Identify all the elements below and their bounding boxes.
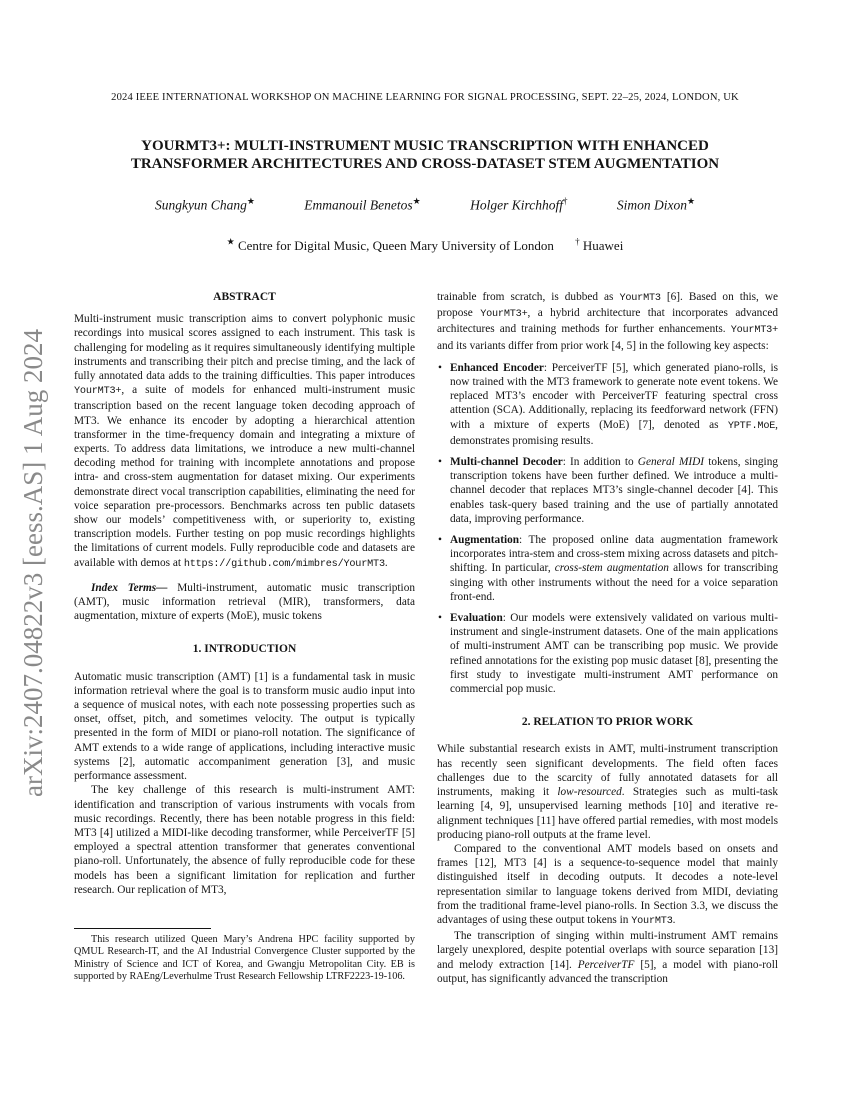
abstract-heading: ABSTRACT [213, 291, 276, 303]
right-column [437, 290, 778, 986]
bullet-head: Enhanced Encoder [450, 361, 544, 374]
text-run: Compared to the conventional AMT models based on onsets and frames [12], MT3 [4] is a sequence-to-sequence model that mainly distinguished itself in decoding outputs. It decodes a note-level representation similar to language tokens derived from MIDI, deviating from the traditional frame-level piano-rolls. In Section 3.3, we discuss the advantages of using these output tokens in [437, 842, 778, 926]
emphasis-cross-stem: cross-stem augmentation [554, 562, 669, 575]
inline-code-yourmt3plus: YourMT3+ [730, 325, 778, 337]
text-run: trainable from scratch, is dubbed as [437, 291, 620, 303]
author-name: Emmanouil Benetos [304, 197, 413, 213]
author-sungkyun-chang [155, 196, 255, 214]
inline-code-yourmt3: YourMT3 [619, 293, 661, 304]
section-2-heading: 2. RELATION TO PRIOR WORK [521, 716, 694, 729]
left-column [74, 290, 415, 897]
prior-work-paragraph-1 [437, 742, 778, 841]
intro-paragraph-1: Automatic music transcription (AMT) [1] is a fundamental task in music information retrieval where the goal is to transform music audio input into a sequence of musical notes, with each note possessing properties such as onset, offset, pitch, and sometimes velocity. The output is typically presented in the form of MIDI or piano-roll notation. The significance of AMT extends to a wide range of applications, including interactive music systems [2], automatic accompaniment generation [3], and music performance assessment. [74, 670, 415, 783]
text-run: While substantial research exists in AMT, multi-instrument transcription has recently seen significant developments. The field often faces challenges due to the scarcity of fully annotated datasets for all instruments, making it [437, 743, 778, 799]
bullet-head: Augmentation [450, 534, 520, 547]
bullet-augmentation [437, 533, 778, 604]
author-list [0, 196, 850, 214]
title-line-2: TRANSFORMER ARCHITECTURES AND CROSS-DATASET STEM AUGMENTATION [130, 155, 720, 172]
footnote [74, 928, 415, 983]
author-simon-dixon [617, 196, 695, 214]
text-run: [6]. Based on this, we propose [437, 291, 779, 320]
text-run: tokens, singing transcription tokens have been further defined. We introduce a multi-channel decoder that replaces MT3’s single-channel decoder [4]. This enables task-query based training and the use of partially annotated data, improving performance. [450, 456, 778, 525]
author-holger-kirchhoff [470, 196, 567, 214]
arxiv-watermark: arXiv:2407.04822v3 [eess.AS] 1 Aug 2024 [18, 329, 48, 797]
affiliation-marker: † [575, 237, 580, 247]
affiliation-text: Centre for Digital Music, Queen Mary University of London [237, 238, 554, 254]
text-run: , a suite of models for enhanced multi-instrument music transcription based on the recent language token decoding approach of MT3. We enhance its encoder by adopting a hierarchical attention transformer in the time-frequency domain and integrating a mixture of experts. To address data limitations, we introduce a new multi-channel decoding method for training with incomplete annotations and propose intra- and cross-stem augmentation for dataset mixing. Our experiments demonstrate direct vocal transcription capabilities, eliminating the need for voice separation pre-processors. Benchmarks across ten public datasets show our models’ competitiveness with, or superiority to, existing transcription models. Further testing on pop music recordings highlights the limitations of current models. Fully reproducible code and datasets are available with demos at [74, 384, 415, 569]
inline-code-yourmt3plus: YourMT3+ [480, 309, 528, 321]
text-run: The transcription of singing within multi-instrument AMT remains largely unexplored, despite potential overlaps with source separation [13] and melody extraction [14]. [437, 930, 778, 971]
author-emmanouil-benetos [304, 196, 420, 214]
emphasis-perceivertf: PerceiverTF [577, 958, 635, 971]
author-name: Holger Kirchhoff [470, 197, 563, 213]
footnote-text: This research utilized Queen Mary’s Andrena HPC facility supported by QMUL Research-IT, and the AI Industrial Convergence Cluster supported by the Ministry of Science and ICT of Korea, and Gwangju Metropolitan City. EB is supported by RAEng/Leverhulme Trust Research Fellowship LTRF2223-19-106. [74, 934, 415, 982]
paper-title [95, 138, 755, 173]
title-line-1: YOURMT3+: MULTI-INSTRUMENT MUSIC TRANSCRIPTION WITH ENHANCED [141, 138, 709, 154]
author-affiliation-marker: † [562, 196, 568, 206]
index-terms-label: Index Terms— [91, 581, 168, 594]
author-affiliation-marker: ★ [246, 196, 255, 206]
bullet-enhanced-encoder [437, 361, 778, 448]
inline-code-yourmt3plus: YourMT3+ [74, 386, 122, 398]
prior-work-paragraph-3 [437, 929, 778, 986]
text-run: [5], a model with piano-roll output, has significantly advanced the transcription [437, 958, 778, 985]
text-run: and its variants differ from prior work [4, 5] in the following key aspects: [437, 339, 769, 352]
text-run: Multi-instrument music transcription aims to convert polyphonic music recordings into musical scores assigned to each instrument. This task is challenging for modeling as it requires simultaneously identifying multiple instruments and transcribing their pitch and precise timing, and the lack of fully annotated data adds to the training difficulties. This paper introduces [74, 313, 415, 383]
conference-header: 2024 IEEE INTERNATIONAL WORKSHOP ON MACHINE LEARNING FOR SIGNAL PROCESSING, SEPT. 22–25, 2024, LONDON, UK [111, 92, 739, 103]
text-run: : The proposed online data augmentation framework incorporates intra-stem and cross-stem mixing across datasets and pitch-shifting. In particular, [450, 534, 778, 575]
prior-work-paragraph-2 [437, 842, 778, 929]
index-terms-paragraph [74, 581, 415, 624]
author-affiliation-marker: ★ [686, 196, 696, 206]
github-repo-link[interactable]: https://github.com/mimbres/YourMT3 [183, 558, 385, 570]
intro-paragraph-2: The key challenge of this research is multi-instrument AMT: identification and transcription of various instruments with vocals from music recordings. Recently, there has been notable progress in this field: MT3 [4] utilized a MIDI-like decoding transformer, while PerceiverTF [5] employed a spectral attention transformer that generates conventional piano-roll. Unfortunately, the absence of fully reproducible code for these models has been a significant limitation for replication and further research. Our replication of MT3, [74, 784, 415, 896]
affiliation-marker: ★ [226, 237, 235, 247]
text-run: , a hybrid architecture that incorporates advanced architectures and training methods for further enhancements. [437, 307, 779, 336]
affiliation-qmul [227, 238, 554, 253]
author-name: Sungkyun Chang [154, 197, 247, 213]
bullet-head: Evaluation [450, 612, 503, 625]
section-1-heading: 1. INTRODUCTION [192, 643, 297, 656]
bullet-evaluation [437, 611, 778, 696]
text-run: . Strategies such as multi-task learning [4, 9], unsupervised learning methods [10] and iterative re-alignment techniques [11] have offered partial remedies, with most models producing piano-roll outputs at the frame level. [437, 786, 778, 841]
emphasis-low-resourced: low-resourced [557, 786, 622, 799]
emphasis-general-midi: General MIDI [637, 456, 705, 469]
text-run: allows for transcribing singing with other instruments without the need for a voice separation front-end. [450, 562, 778, 603]
bullet-head: Multi-channel Decoder [450, 456, 563, 469]
text-run: : PerceiverTF [5], which generated piano-rolls, is now trained with the MT3 framework to generate note event tokens. We replaced MT3’s encoder with PerceiverTF featuring spectral cross attention (SCA). Additionally, replacing its feedforward network (FFN) with a mixture of experts (MoE) [7], denoted as [450, 361, 778, 431]
text-run: : Our models were extensively validated on various multi-instrument and single-instrument datasets. One of the main applications of multi-instrument AMT can be transcribing pop music. We provide refined annotations for the existing pop music dataset [8], presenting the first study to investigate multi-instrument AMT performance on commercial pop music. [450, 612, 778, 696]
text-run: : In addition to [562, 456, 638, 469]
abstract-paragraph [74, 312, 415, 572]
text-run: . [384, 556, 388, 569]
text-run: , demonstrates promising results. [450, 418, 778, 447]
author-affiliation-marker: ★ [412, 196, 421, 206]
affiliation-huawei [575, 238, 623, 253]
author-name: Simon Dixon [616, 197, 687, 213]
inline-code-yptf-moe: YPTF.MoE [727, 420, 776, 432]
intro-continued-paragraph [437, 290, 778, 353]
contribution-list [437, 361, 778, 696]
bullet-multi-channel-decoder [437, 455, 778, 526]
index-terms-list: Multi-instrument, automatic music transcription (AMT), music information retrieval (MIR), transformers, data augmentation, mixture of experts (MoE), music tokens [74, 581, 415, 623]
affiliation-line [0, 237, 850, 254]
inline-code-yourmt3: YourMT3 [631, 915, 673, 927]
footnote-rule [74, 928, 211, 929]
text-run: . [672, 913, 676, 926]
affiliation-text: Huawei [582, 238, 624, 254]
